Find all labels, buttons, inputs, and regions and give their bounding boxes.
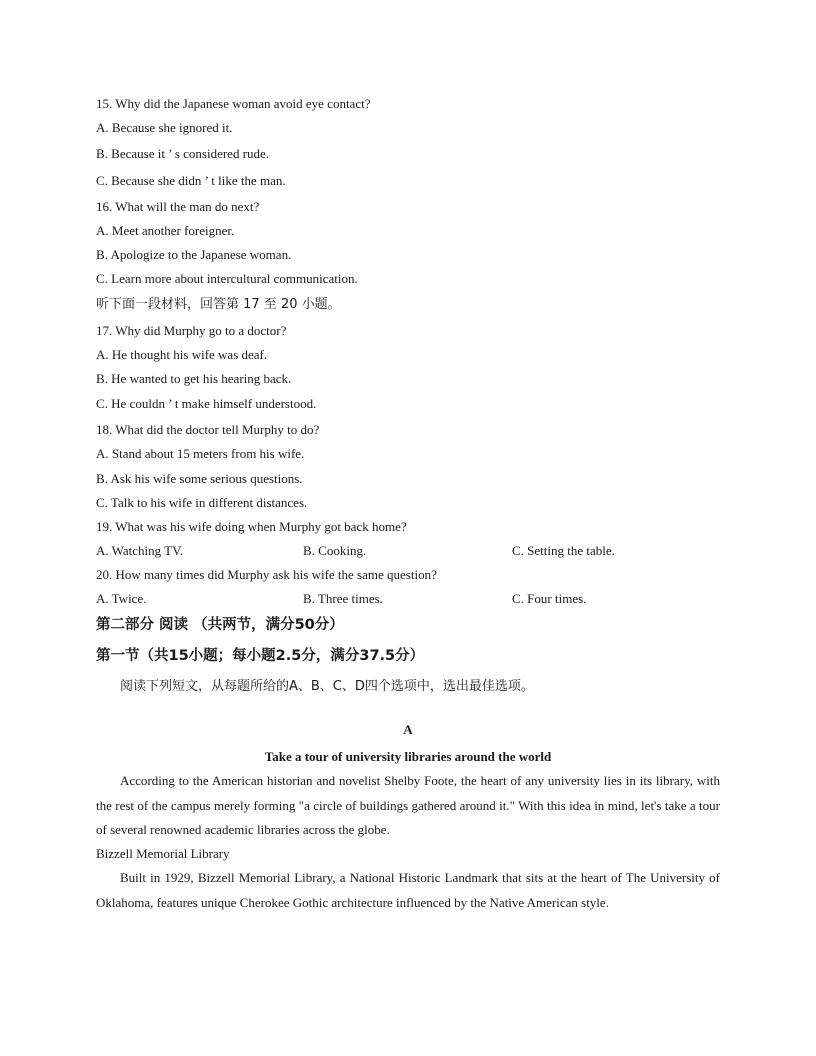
- passage-letter: A: [403, 722, 413, 737]
- reading-instruction: 阅读下列短文，从每题所给的A、B、C、D四个选项中，选出最佳选项。: [120, 679, 534, 694]
- option-15c: C. Because she didn ’ t like the man.: [96, 173, 286, 188]
- option-18b: B. Ask his wife some serious questions.: [96, 471, 303, 486]
- question-16: 16. What will the man do next?: [96, 199, 260, 214]
- option-18c: C. Talk to his wife in different distances.: [96, 495, 308, 510]
- option-19c: C. Setting the table.: [512, 543, 615, 558]
- option-20c: C. Four times.: [512, 591, 587, 606]
- question-19: 19. What was his wife doing when Murphy got back home?: [96, 519, 407, 534]
- option-17c: C. He couldn ’ t make himself understood.: [96, 396, 317, 411]
- question-20: 20. How many times did Murphy ask his wife the same question?: [96, 567, 437, 582]
- option-17a: A. He thought his wife was deaf.: [96, 347, 268, 362]
- option-20b: B. Three times.: [303, 591, 383, 606]
- option-15b: B. Because it ’ s considered rude.: [96, 146, 270, 161]
- passage-title: Take a tour of university libraries around the world: [264, 749, 552, 764]
- listening-instruction: 听下面一段材料，回答第 17 至 20 小题。: [96, 297, 341, 312]
- question-18: 18. What did the doctor tell Murphy to do?: [96, 422, 320, 437]
- paragraph-1: [96, 769, 720, 843]
- option-16c: C. Learn more about intercultural communication.: [96, 271, 358, 286]
- section-heading: 第一节（共15小题；每小题2.5分，满分37.5分）: [96, 648, 425, 664]
- paragraph-1-text: According to the American historian and novelist Shelby Foote, the heart of any university lies in its library, with the rest of the campus merely forming "a circle of buildings gathered around it." With this idea in mind, let's take a tour of several renowned academic libraries across the globe.: [96, 773, 720, 837]
- option-19b: B. Cooking.: [303, 543, 367, 558]
- paragraph-2: [96, 866, 720, 915]
- option-17b: B. He wanted to get his hearing back.: [96, 371, 292, 386]
- option-20a: A. Twice.: [96, 591, 147, 606]
- option-19a: A. Watching TV.: [96, 543, 184, 558]
- option-16a: A. Meet another foreigner.: [96, 223, 235, 238]
- option-16b: B. Apologize to the Japanese woman.: [96, 247, 292, 262]
- option-18a: A. Stand about 15 meters from his wife.: [96, 446, 305, 461]
- question-17: 17. Why did Murphy go to a doctor?: [96, 323, 287, 338]
- subheading-bizzell: Bizzell Memorial Library: [96, 846, 230, 861]
- question-15: 15. Why did the Japanese woman avoid eye contact?: [96, 96, 371, 111]
- option-15a: A. Because she ignored it.: [96, 120, 233, 135]
- part-heading: 第二部分 阅读 （共两节，满分50分）: [96, 617, 344, 633]
- paragraph-2-text: Built in 1929, Bizzell Memorial Library, a National Historic Landmark that sits at the heart of The University of Oklahoma, features unique Cherokee Gothic architecture influenced by the Native American style.: [96, 870, 720, 910]
